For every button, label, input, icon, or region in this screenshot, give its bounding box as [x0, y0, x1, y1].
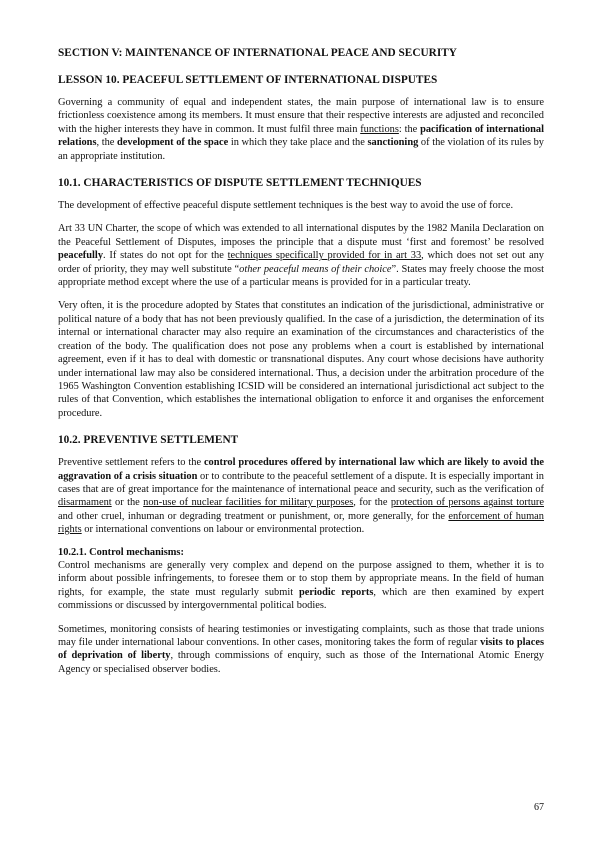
- paragraph-10-1-c: Very often, it is the procedure adopted by States that constitutes an indication of the jurisdictional, administrative or political nature of a body that has not been previously qualified. In the case of a jurisdiction, the determination of its internal or international character may also require an examination of the circumstances and characteristics of the creation of the body. The qualification does not pose any problems when a court is established by international agreement, even if it has to deal with domestic or transnational disputes. Any court whose decisions have authority under international law may also be considered international. Thus, a decision under the arbitration procedure of the 1965 Washington Convention establishing ICSID will be considered an international jurisdictional act subject to the rules of that Convention, which establishes the international obligation to enforce it and organises the enforcement procedure.: [58, 300, 544, 419]
- paragraph-10-1-b: Art 33 UN Charter, the scope of which was extended to all international disputes by the 1982 Manila Declaration on the Peaceful Settlement of Disputes, imposes the principle that a dispute must ‘first and foremost’ be resolved peacefully. If states do not opt for the techniques specifically provided for in art 33, which does not set out any order of priority, they may well substitute “other peaceful means of their choice”. States may freely choose the most appropriate method except where the use of a particular means is provided for in a particular treaty.: [58, 223, 544, 289]
- intro-paragraph: Governing a community of equal and independent states, the main purpose of international law is to ensure frictionless coexistence among its members. It must ensure that their respective interests are adjusted and reconciled with the higher interests they have in common. It must fulfil three main functions: the pacification of international relations, the development of the space in which they take place and the sanctioning of the violation of its rules by an appropriate institution.: [58, 97, 544, 162]
- heading-10-2: 10.2. PREVENTIVE SETTLEMENT: [58, 434, 239, 447]
- functions-underline: functions: [360, 123, 399, 135]
- page-number: 67: [534, 802, 544, 813]
- lesson-title: LESSON 10. PEACEFUL SETTLEMENT OF INTERNATIONAL DISPUTES: [58, 74, 438, 86]
- heading-10-2-1: 10.2.1. Control mechanisms:: [58, 546, 184, 558]
- document-page: [58, 46, 544, 676]
- heading-10-1: 10.1. CHARACTERISTICS OF DISPUTE SETTLEMENT TECHNIQUES: [58, 177, 422, 190]
- paragraph-10-2-1-a: Control mechanisms are generally very complex and depend on the purpose assigned to them, whether it is to inform about possible infringements, to foresee them or to stop them by appropriate means. In the field of human rights, for example, the state must regularly submit periodic reports, which are then examined by expert commissions or discussed by intergovernmental political bodies.: [58, 559, 544, 612]
- paragraph-10-1-a: The development of effective peaceful dispute settlement techniques is the best way to avoid the use of force.: [58, 200, 514, 212]
- paragraph-10-2-1-b: Sometimes, monitoring consists of hearing testimonies or investigating complaints, such as those that trade unions may file under international labour conventions. In other cases, monitoring takes the form of regular visits to places of deprivation of liberty, through commissions of enquiry, such as those of the International Atomic Energy Agency or specialised observer bodies.: [58, 623, 545, 675]
- section-title: SECTION V: MAINTENANCE OF INTERNATIONAL PEACE AND SECURITY: [58, 47, 457, 59]
- paragraph-10-2: Preventive settlement refers to the control procedures offered by international law which are likely to avoid the aggravation of a crisis situation or to contribute to the peaceful settlement of a dispute. It is especially important in cases that are of great importance for the maintenance of international peace and security, such as the verification of disarmament or the non-use of nuclear facilities for military purposes, for the protection of persons against torture and other cruel, inhuman or degrading treatment or punishment, or, more generally, for the enforcement of human rights or international conventions on labour or environmental protection.: [58, 457, 544, 536]
